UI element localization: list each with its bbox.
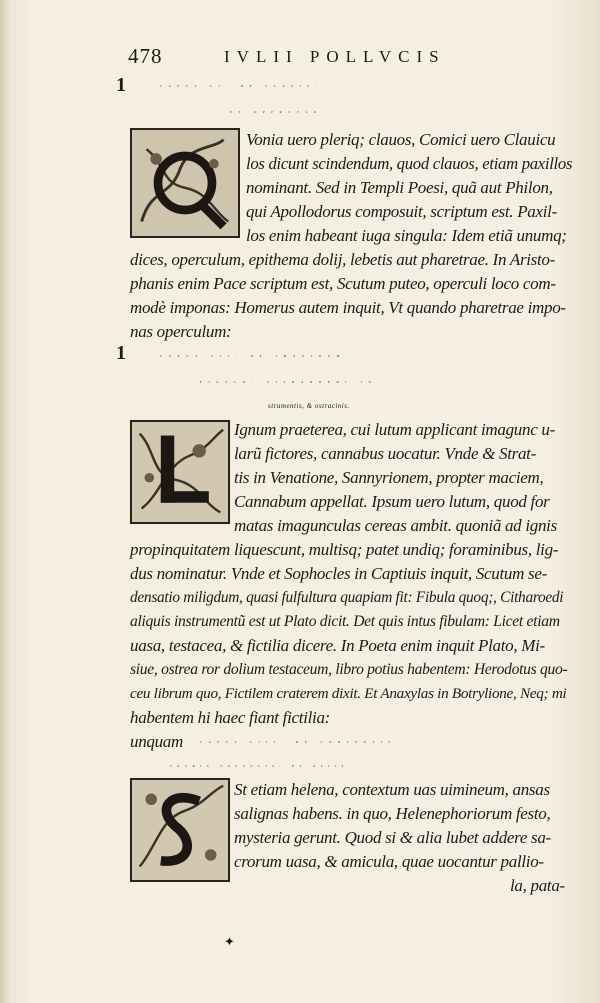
initial-ornament-l [132,422,228,522]
running-head [128,44,548,72]
chapter-52-heading-3: strumentis, & ostracinis. [268,402,350,410]
running-title: IVLII POLLVCIS [224,47,446,66]
chapter-52-line: habentem hi haec fiant fictilia: [130,708,331,727]
chapter-51-line: nominant. Sed in Templi Poesi, quã aut Philon, [246,178,553,197]
printers-mark-icon: ✦ [224,934,235,949]
marginal-mark: 1 [116,74,126,96]
chapter-51-line: phanis enim Pace scriptum est, Scutum puteo, operculi loco com- [130,274,556,293]
chapter-51-heading-2: ET OPERCVLO. [230,110,331,114]
chapter-53-heading-1: CAPVT LIII, DE CONTEXTIS [200,740,397,744]
chapter-53-heading-2: SACRIS VASCVLIS, ET ALIIS. [170,764,356,768]
chapter-52-line: ceu librum quo, Fictilem craterem dixit. Et Anaxylas in Botrylione, Neq; mi [130,685,567,702]
chapter-52-line: Ignum praeterea, cui lutum applicant imagunc u- [234,420,555,439]
chapter-52-line: tis in Venatione, Sannyrionem, propter maciem, [234,468,544,487]
chapter-53-line: la, pata- [510,876,565,895]
chapter-52-line: siue, ostrea ror dolium testaceum, libro potius habentem: Herodotus quo- [130,661,568,678]
chapter-53-line: crorum uasa, & amicula, quae uocantur pallio- [234,852,544,871]
initial-ornament-s [132,780,228,880]
chapter-51-line: modè imponas: Homerus autem inquit, Vt quando pharetrae impo- [130,298,566,317]
decorated-initial-s [130,778,230,882]
chapter-51-line: los enim habeant iuga singula: Idem etiã unumq; [246,226,567,245]
chapter-52-heading-2: FIGVLO, CITHAROEDI IN- [200,380,386,384]
chapter-52-line: dus nominatur. Vnde et Sophocles in Captiuis inquit, Scutum se- [130,564,547,583]
chapter-51-line: nas operculum: [130,322,232,341]
chapter-52-line: propinquitatem liquescunt, multisq; patet undiq; foraminibus, lig- [130,540,559,559]
chapter-52-line: uasa, testacea, & fictilia dicere. In Poeta enim inquit Plato, Mi- [130,636,545,655]
chapter-52-line: aliquis instrumentũ est ut Plato dicit. Det quis intus fibulam: Licet etiam [130,613,560,630]
chapter-51-heading-1: CAPVT LI, DE CLAVIS, [160,84,323,88]
chapter-53-line: mysteria gerunt. Quod si & alia lubet addere sa- [234,828,551,847]
decorated-initial-q [130,128,240,238]
page-number: 478 [128,44,163,68]
decorated-initial-l [130,420,230,524]
chapter-52-heading-1: CAPVT LII, DE IMAGINVM [160,354,347,358]
chapter-53-line: salignas habens. in quo, Helenephoriorum festo, [234,804,551,823]
chapter-52-line: Cannabum appellat. Ipsum uero lutum, quod for [234,492,550,511]
page-gutter-shadow [0,0,10,1003]
chapter-52-line: densatio miligdum, quasi fulfultura quapiam fit: Fibula quoq;, Citharoedi [130,589,564,606]
chapter-51-line: qui Apollodorus composuit, scriptum est. Paxil- [246,202,557,221]
chapter-51-line: los dicunt scindendum, quod clauos, etiam paxillos [246,154,573,173]
catchword: unquam [130,732,183,751]
chapter-53-line: St etiam helena, contextum uas uimineum, ansas [234,780,550,799]
initial-ornament-q [132,130,238,236]
chapter-52-line: matas imagunculas cereas ambit. quoniã ad ignis [234,516,557,535]
chapter-51-line: dices, operculum, epithema dolij, lebetis aut pharetrae. In Aristo- [130,250,555,269]
chapter-52-line: larũ fictores, cannabus uocatur. Vnde & Strat- [234,444,536,463]
chapter-51-line: Vonia uero pleriq; clauos, Comici uero Clauicu [246,130,556,149]
marginal-mark: 1 [116,342,126,364]
